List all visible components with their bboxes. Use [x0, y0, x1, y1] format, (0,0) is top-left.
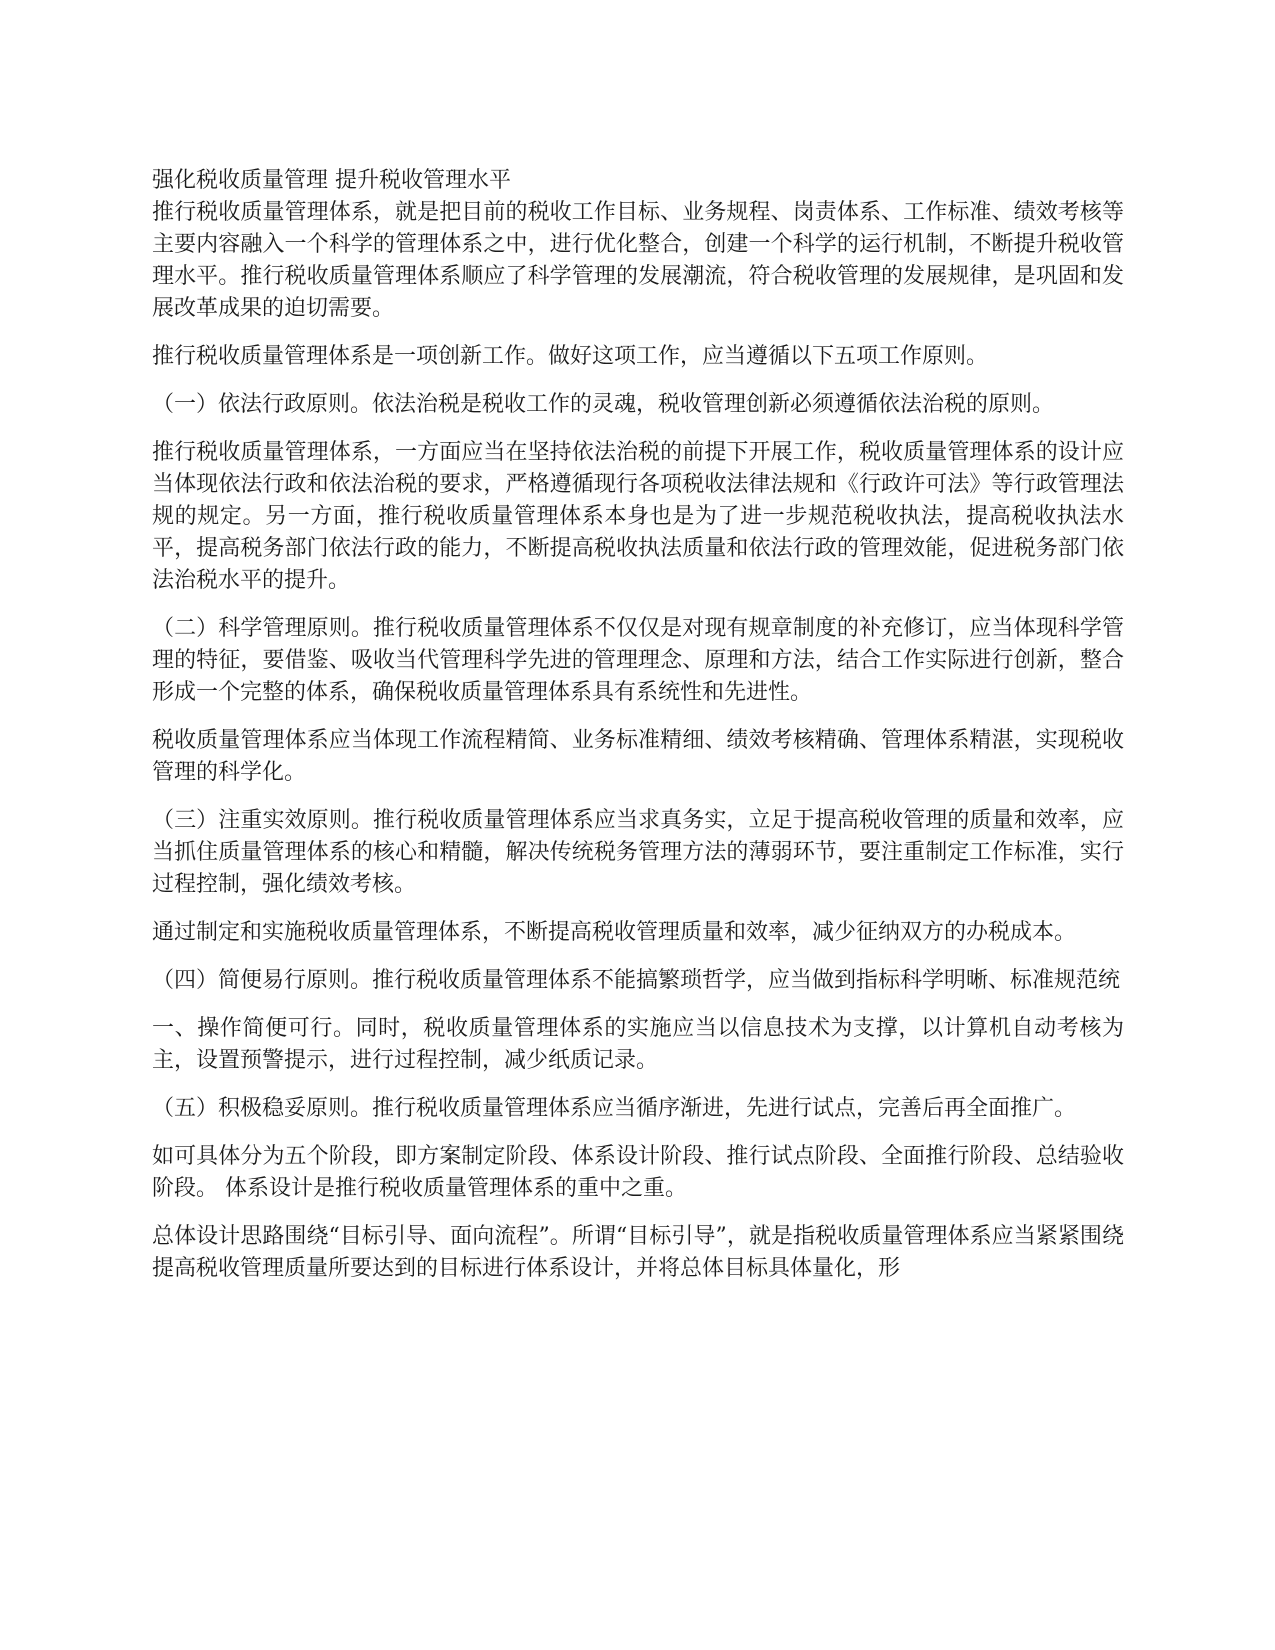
paragraph-6: 税收质量管理体系应当体现工作流程精简、业务标准精细、绩效考核精确、管理体系精湛，实现税收管理的科学化。	[152, 728, 1124, 785]
paragraph-4: 推行税收质量管理体系，一方面应当在坚持依法治税的前提下开展工作，税收质量管理体系的设计应当体现依法行政和依法治税的要求，严格遵循现行各项税收法律法规和《行政许可法》等行政管理法规的规定。另一方面，推行税收质量管理体系本身也是为了进一步规范税收执法，提高税收执法水平，提高税务部门依法行政的能力，不断提高税收执法质量和依法行政的管理效能，促进税务部门依法治税水平的提升。	[152, 440, 1124, 593]
paragraph-9: （四）简便易行原则。推行税收质量管理体系不能搞繁琐哲学，应当做到指标科学明晰、标准规范统	[152, 968, 1121, 993]
paragraph-11: （五）积极稳妥原则。推行税收质量管理体系应当循序渐进，先进行试点，完善后再全面推广。	[152, 1096, 1077, 1121]
document-title: 强化税收质量管理 提升税收管理水平	[152, 168, 511, 193]
document-page	[152, 165, 1124, 1301]
paragraph-1: 推行税收质量管理体系，就是把目前的税收工作目标、业务规程、岗责体系、工作标准、绩效考核等主要内容融入一个科学的管理体系之中，进行优化整合，创建一个科学的运行机制，不断提升税收管理水平。推行税收质量管理体系顺应了科学管理的发展潮流，符合税收管理的发展规律，是巩固和发展改革成果的迫切需要。	[152, 200, 1124, 321]
paragraph-5: （二）科学管理原则。推行税收质量管理体系不仅仅是对现有规章制度的补充修订，应当体现科学管理的特征，要借鉴、吸收当代管理科学先进的管理理念、原理和方法，结合工作实际进行创新，整合形成一个完整的体系，确保税收质量管理体系具有系统性和先进性。	[152, 616, 1124, 705]
paragraph-3: （一）依法行政原则。依法治税是税收工作的灵魂，税收管理创新必须遵循依法治税的原则。	[152, 392, 1055, 417]
paragraph-12: 如可具体分为五个阶段，即方案制定阶段、体系设计阶段、推行试点阶段、全面推行阶段、总结验收阶段。 体系设计是推行税收质量管理体系的重中之重。	[152, 1144, 1124, 1201]
paragraph-10: 一、操作简便可行。同时，税收质量管理体系的实施应当以信息技术为支撑，以计算机自动考核为主，设置预警提示，进行过程控制，减少纸质记录。	[152, 1016, 1124, 1073]
paragraph-13: 总体设计思路围绕“目标引导、面向流程”。所谓“目标引导”，就是指税收质量管理体系应当紧紧围绕提高税收管理质量所要达到的目标进行体系设计，并将总体目标具体量化，形	[152, 1224, 1124, 1281]
paragraph-7: （三）注重实效原则。推行税收质量管理体系应当求真务实，立足于提高税收管理的质量和效率，应当抓住质量管理体系的核心和精髓，解决传统税务管理方法的薄弱环节，要注重制定工作标准，实行过程控制，强化绩效考核。	[152, 808, 1124, 897]
paragraph-2: 推行税收质量管理体系是一项创新工作。做好这项工作，应当遵循以下五项工作原则。	[152, 344, 989, 369]
paragraph-8: 通过制定和实施税收质量管理体系，不断提高税收管理质量和效率，减少征纳双方的办税成本。	[152, 920, 1077, 945]
